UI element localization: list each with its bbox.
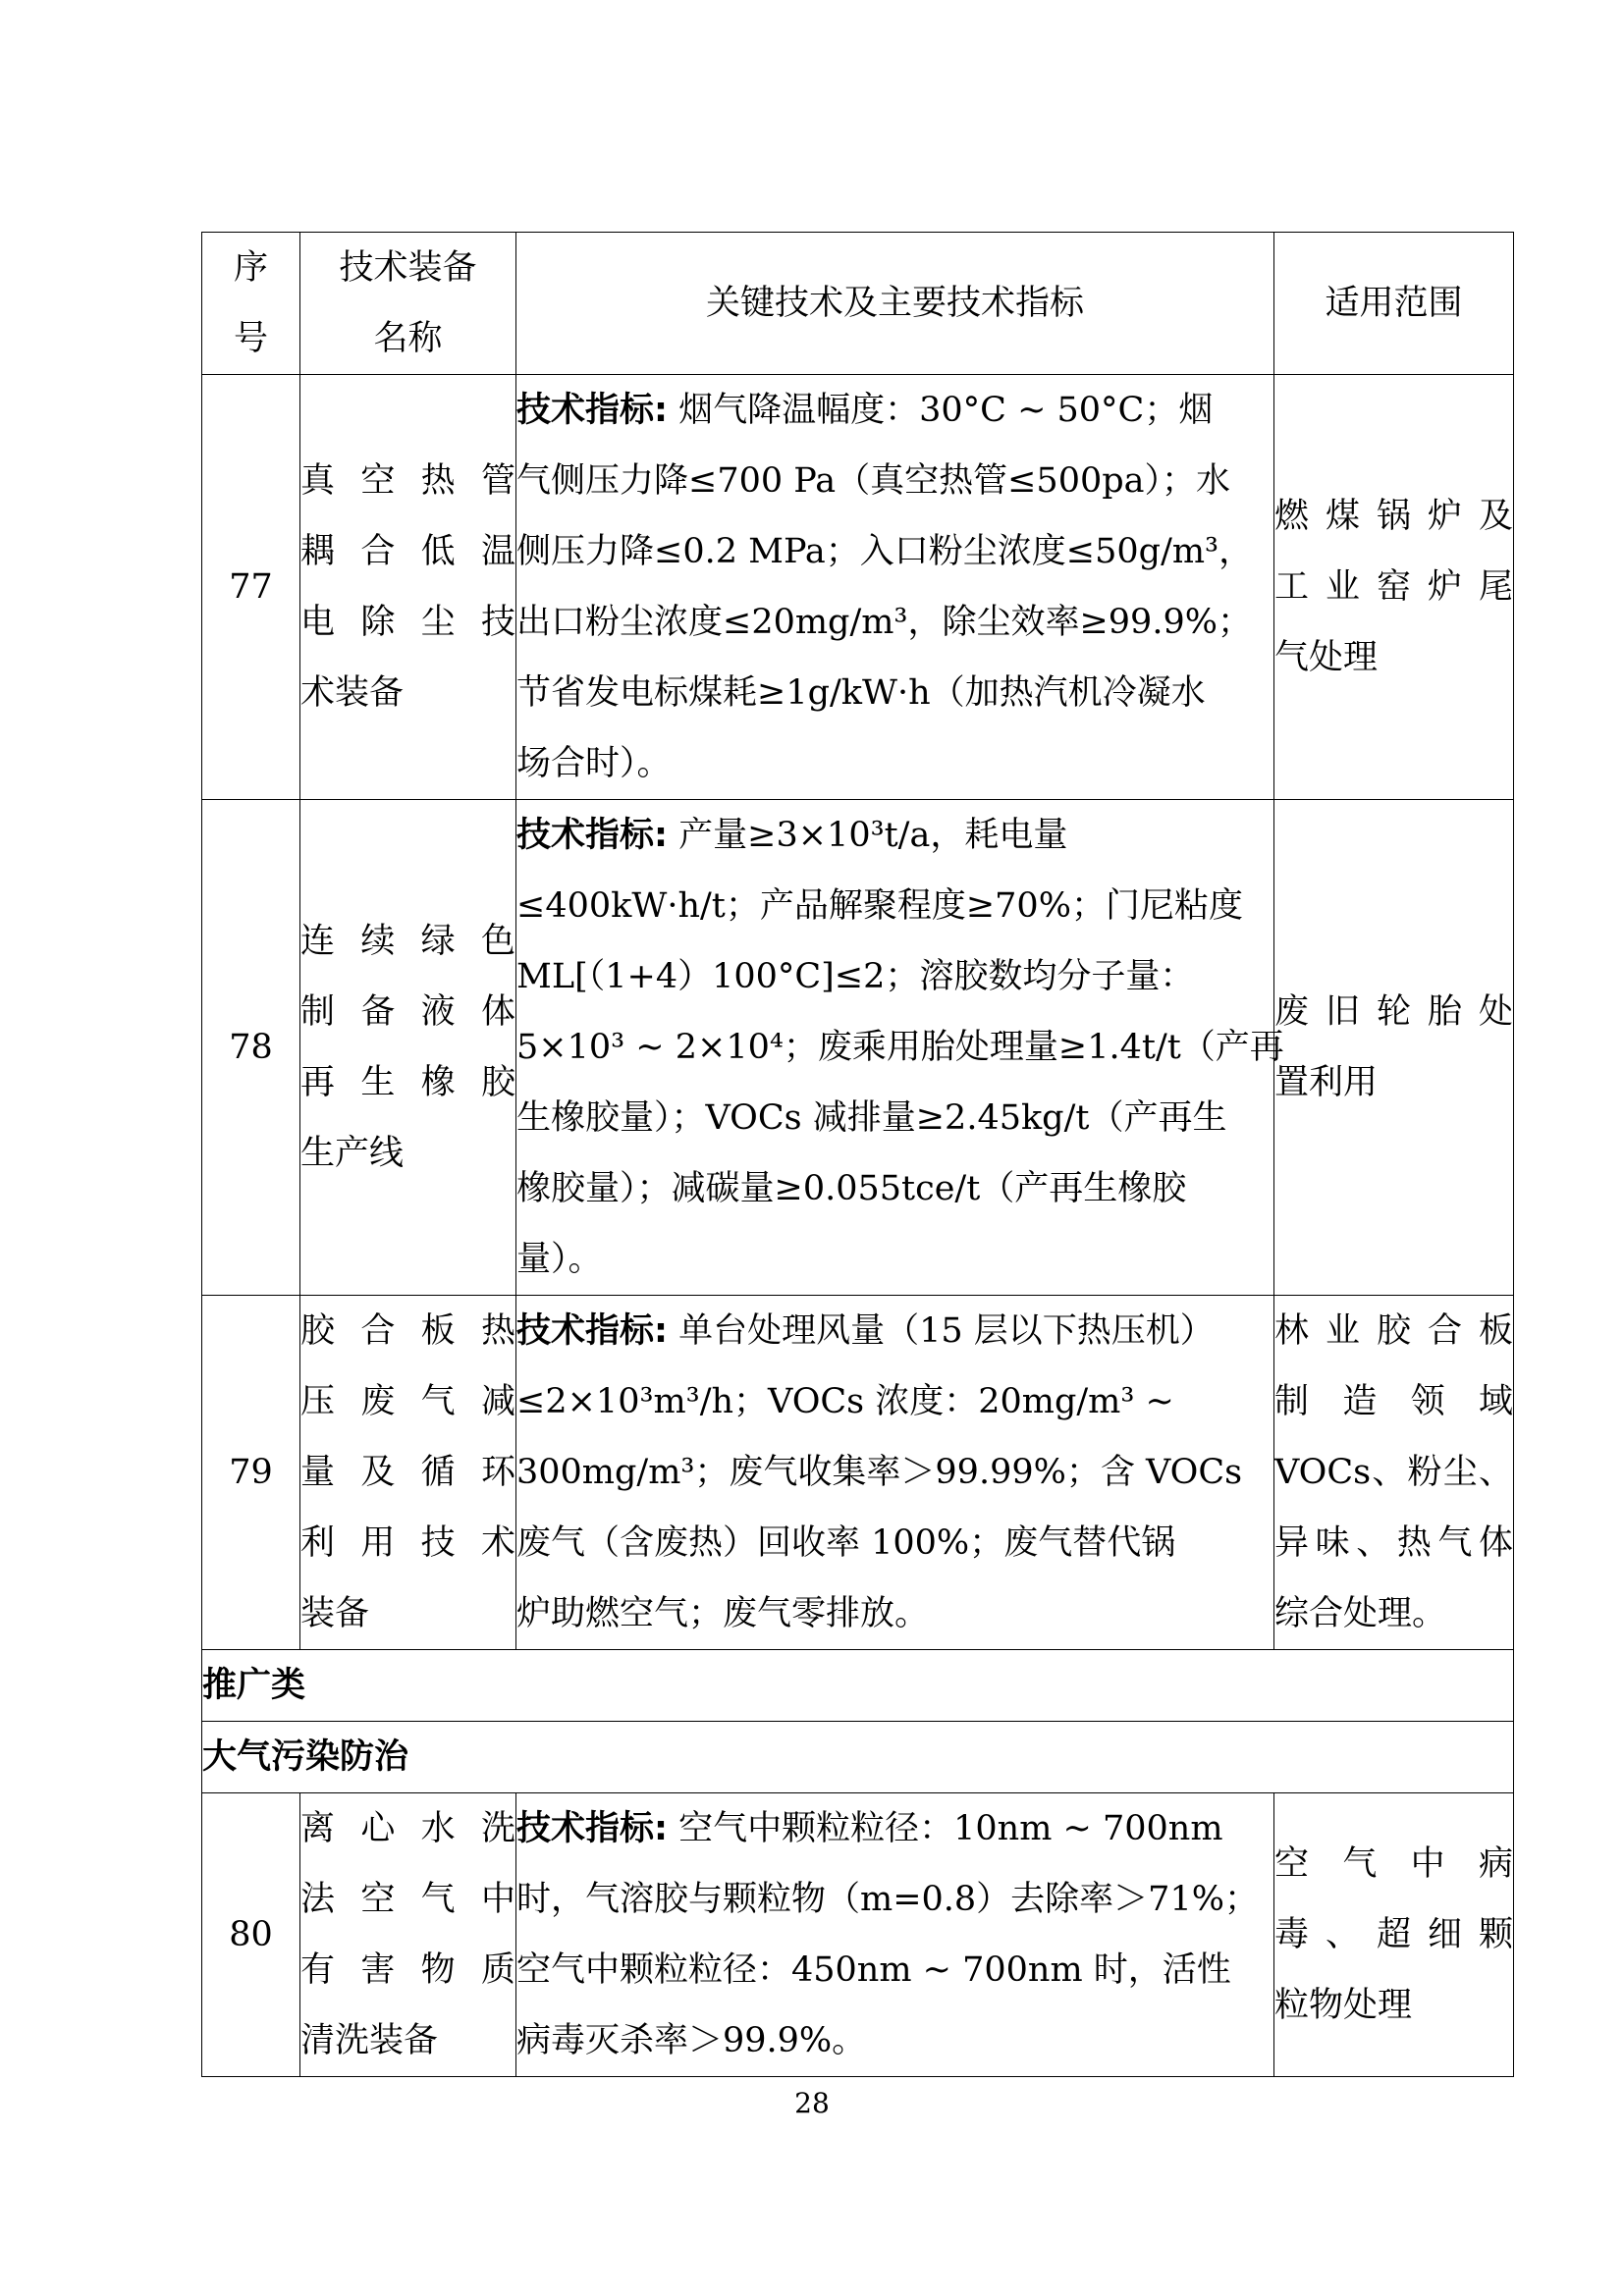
table-row (202, 1793, 1514, 2077)
row-index: 77 (202, 375, 300, 800)
header-spec: 关键技术及主要技术指标 (516, 233, 1274, 375)
table-row (202, 800, 1514, 1296)
section-air-label: 大气污染防治 (202, 1722, 1514, 1793)
row-scope: 燃煤锅炉及 工业窑炉尾 气处理 (1274, 375, 1514, 800)
row-index: 79 (202, 1296, 300, 1650)
row-spec: 技术指标: 单台处理风量（15 层以下热压机） ≤2×10³m³/h；VOCs 浓度：20mg/m³ ~ 300mg/m³；废气收集率＞99.99%；含 VOCs 废气（含废热）回收率 100%；废气替代锅 炉助燃空气；废气零排放。 (516, 1296, 1274, 1650)
row-scope: 林业胶合板 制造领域 VOCs、粉尘、 异味、热气体 综合处理。 (1274, 1296, 1514, 1650)
table-row (202, 375, 1514, 800)
row-scope: 空气中病 毒、超细颗 粒物处理 (1274, 1793, 1514, 2077)
section-row (202, 1650, 1514, 1722)
row-spec: 技术指标: 产量≥3×10³t/a，耗电量 ≤400kW·h/t；产品解聚程度≥70%；门尼粘度 ML[（1+4）100°C]≤2；溶胶数均分子量： 5×10³ ~ 2×10⁴；废乘用胎处理量≥1.4t/t（产再 生橡胶量）；VOCs 减排量≥2.45kg/t（产再生 橡胶量）；减碳量≥0.055tce/t（产再生橡胶 量）。 (516, 800, 1274, 1296)
header-scope: 适用范围 (1274, 233, 1514, 375)
header-index: 序 号 (202, 233, 300, 375)
section-row (202, 1722, 1514, 1793)
row-name: 离心水洗 法空气中 有害物质 清洗装备 (300, 1793, 516, 2077)
row-index: 78 (202, 800, 300, 1296)
row-name: 胶合板热 压废气减 量及循环 利用技术 装备 (300, 1296, 516, 1650)
row-scope: 废旧轮胎处 置利用 (1274, 800, 1514, 1296)
row-spec: 技术指标: 空气中颗粒粒径：10nm ~ 700nm 时，气溶胶与颗粒物（m=0.8）去除率＞71%； 空气中颗粒粒径：450nm ~ 700nm 时，活性 病毒灭杀率＞99.9%。 (516, 1793, 1274, 2077)
table-header-row (202, 233, 1514, 375)
row-name: 连续绿色 制备液体 再生橡胶 生产线 (300, 800, 516, 1296)
page-number: 28 (794, 2087, 830, 2119)
section-promote-label: 推广类 (202, 1650, 1514, 1722)
row-index: 80 (202, 1793, 300, 2077)
row-spec: 技术指标: 烟气降温幅度：30°C ~ 50°C；烟 气侧压力降≤700 Pa（真空热管≤500pa）；水 侧压力降≤0.2 MPa；入口粉尘浓度≤50g/m³， 出口粉尘浓度≤20mg/m³，除尘效率≥99.9%； 节省发电标煤耗≥1g/kW·h（加热汽机冷凝水 场合时）。 (516, 375, 1274, 800)
main-table (201, 232, 1514, 2077)
table-row (202, 1296, 1514, 1650)
row-name: 真空热管 耦合低温 电除尘技 术装备 (300, 375, 516, 800)
header-name: 技术装备 名称 (300, 233, 516, 375)
